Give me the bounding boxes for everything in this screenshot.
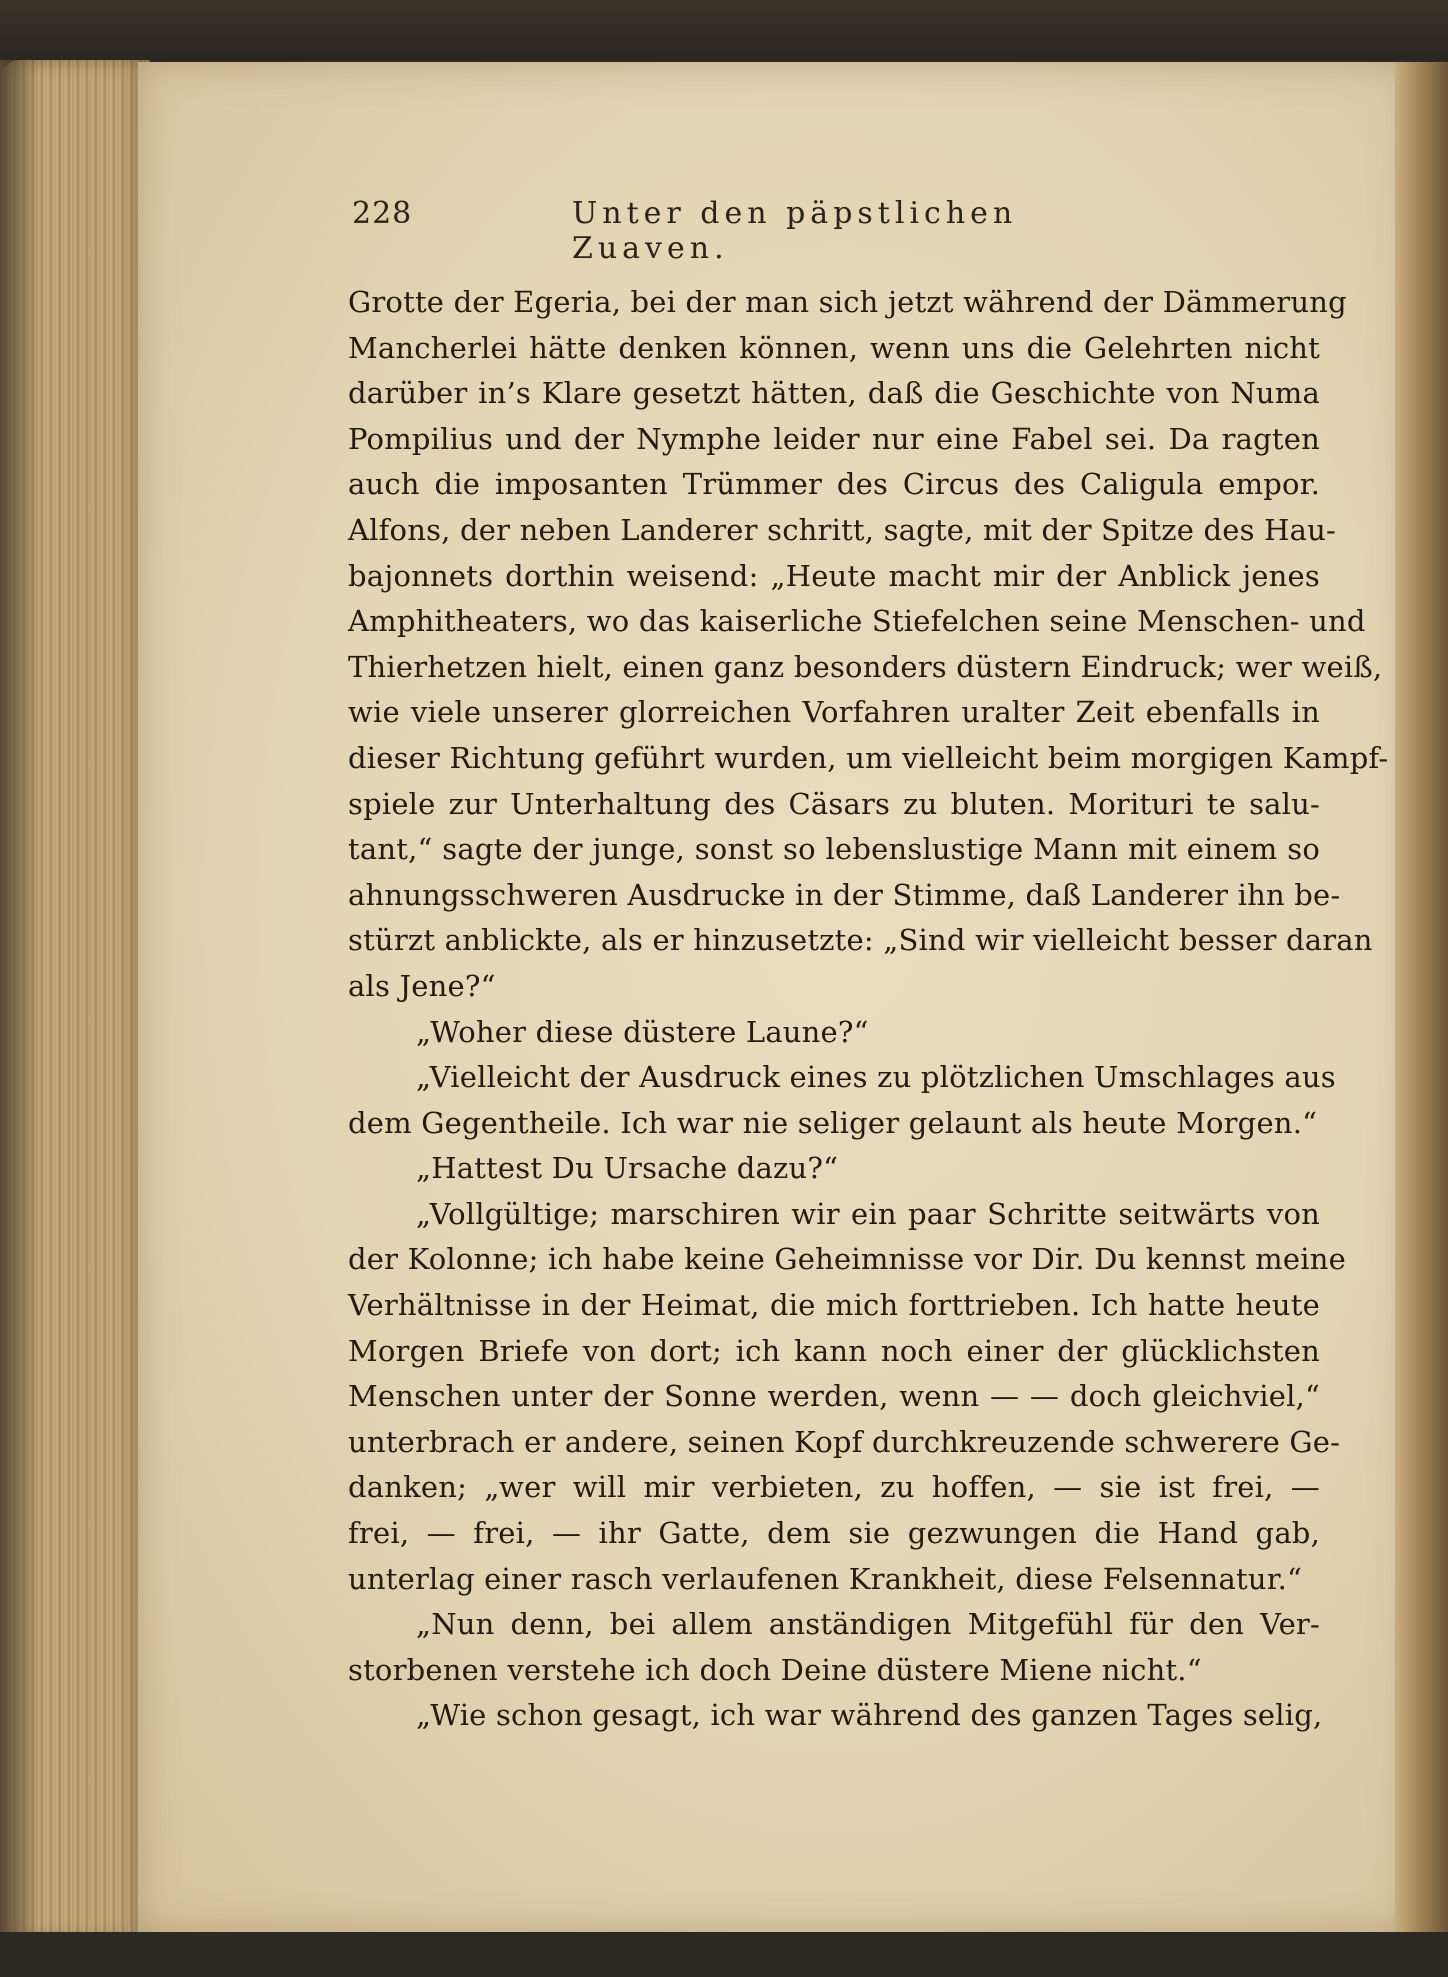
text-line: storbenen verstehe ich doch Deine düstere Miene nicht.“ xyxy=(348,1652,1202,1687)
text-line: unterbrach er andere, seinen Kopf durchkreuzende schwerere Ge- xyxy=(348,1424,1341,1459)
text-line: „Vollgültige; marschiren wir ein paar Schritte seitwärts von xyxy=(416,1196,1320,1231)
text-line: Verhältnisse in der Heimat, die mich forttrieben. Ich hatte heute xyxy=(348,1288,1320,1323)
text-line: tant,“ sagte der junge, sonst so lebenslustige Mann mit einem so xyxy=(348,832,1320,867)
book-cover-bottom xyxy=(0,1932,1448,1977)
text-line: Pompilius und der Nymphe leider nur eine Fabel sei. Da ragten xyxy=(348,421,1320,456)
text-line: Menschen unter der Sonne werden, wenn — — doch gleichviel,“ xyxy=(348,1379,1320,1414)
text-line: Morgen Briefe von dort; ich kann noch einer der glücklichsten xyxy=(348,1333,1320,1368)
text-line: auch die imposanten Trümmer des Circus des Caligula empor. xyxy=(348,467,1320,502)
text-line: darüber in’s Klare gesetzt hätten, daß die Geschichte von Numa xyxy=(348,376,1320,411)
page-number: 228 xyxy=(352,196,413,231)
text-line: Mancherlei hätte denken können, wenn uns die Gelehrten nicht xyxy=(348,330,1320,365)
body-text xyxy=(348,280,1389,1739)
text-line: ahnungsschweren Ausdrucke in der Stimme, daß Landerer ihn be- xyxy=(348,877,1341,912)
text-line: „Hattest Du Ursache dazu?“ xyxy=(416,1151,839,1186)
text-line: Amphitheaters, wo das kaiserliche Stiefelchen seine Menschen- und xyxy=(348,604,1366,639)
text-line: „Wie schon gesagt, ich war während des ganzen Tages selig, xyxy=(416,1698,1323,1733)
text-line: dieser Richtung geführt wurden, um vielleicht beim morgigen Kampf- xyxy=(348,740,1389,775)
text-line: „Nun denn, bei allem anständigen Mitgefühl für den Ver- xyxy=(416,1607,1320,1642)
text-line: stürzt anblickte, als er hinzusetzte: „Sind wir vielleicht besser daran xyxy=(348,923,1373,958)
text-line: danken; „wer will mir verbieten, zu hoffen, — sie ist frei, — xyxy=(348,1470,1320,1505)
text-line: frei, — frei, — ihr Gatte, dem sie gezwungen die Hand gab, xyxy=(348,1516,1320,1551)
page-stack-edge xyxy=(0,60,150,1940)
text-line: bajonnets dorthin weisend: „Heute macht mir der Anblick jenes xyxy=(348,558,1320,593)
gutter-edge xyxy=(1395,62,1448,1932)
text-line: unterlag einer rasch verlaufenen Krankheit, diese Felsennatur.“ xyxy=(348,1561,1303,1596)
text-line: Alfons, der neben Landerer schritt, sagte, mit der Spitze des Hau- xyxy=(348,512,1336,547)
text-line: Thierhetzen hielt, einen ganz besonders düstern Eindruck; wer weiß, xyxy=(348,649,1383,684)
text-line: dem Gegentheile. Ich war nie seliger gelaunt als heute Morgen.“ xyxy=(348,1105,1318,1140)
text-line: als Jene?“ xyxy=(348,968,496,1003)
running-title: Unter den päpstlichen Zuaven. xyxy=(572,196,1018,266)
text-line: „Woher diese düstere Laune?“ xyxy=(416,1014,869,1049)
text-line: wie viele unserer glorreichen Vorfahren uralter Zeit ebenfalls in xyxy=(348,695,1320,730)
page-header xyxy=(352,196,1112,266)
text-line: Grotte der Egeria, bei der man sich jetzt während der Dämmerung xyxy=(348,285,1347,319)
book-cover-top xyxy=(0,0,1448,60)
text-line: „Vielleicht der Ausdruck eines zu plötzlichen Umschlages aus xyxy=(416,1060,1336,1095)
text-line: spiele zur Unterhaltung des Cäsars zu bluten. Morituri te salu- xyxy=(348,786,1320,821)
text-line: der Kolonne; ich habe keine Geheimnisse vor Dir. Du kennst meine xyxy=(348,1242,1346,1277)
